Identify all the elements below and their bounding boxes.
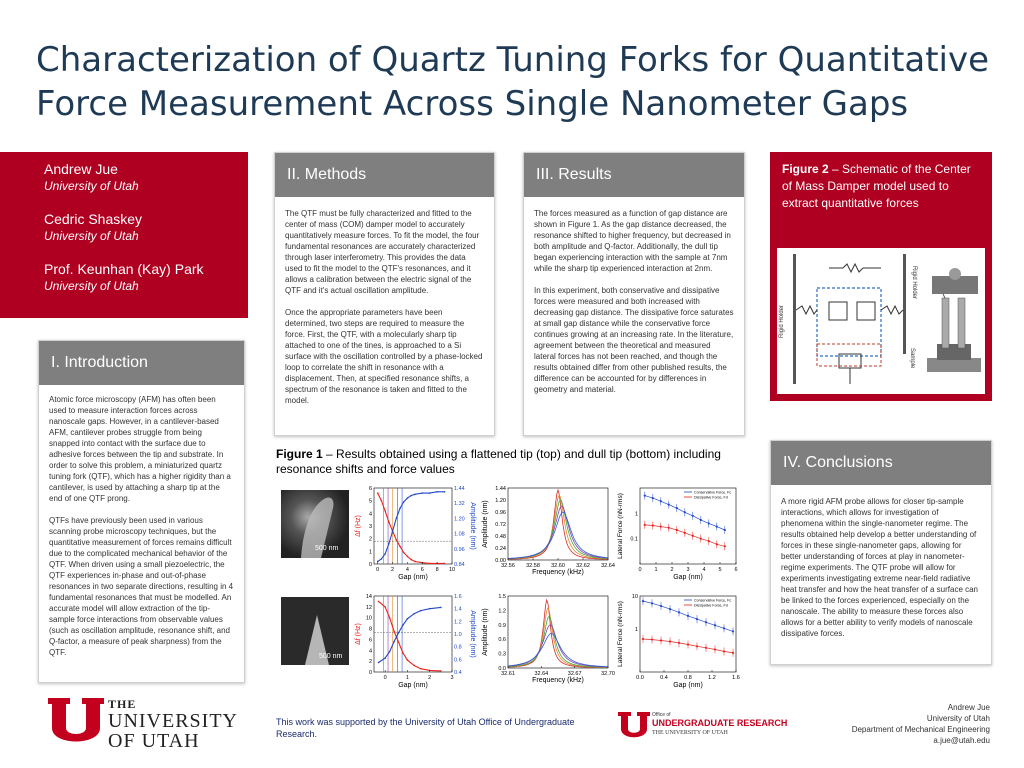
y-tick-label: 5 <box>368 498 372 505</box>
conclusions-heading: IV. Conclusions <box>771 441 991 485</box>
y-tick-label: 1 <box>634 511 638 518</box>
x-tick-label: 1.6 <box>732 675 740 681</box>
data-point <box>407 618 409 620</box>
contact-department: Department of Mechanical Engineering <box>851 725 990 734</box>
plot-frame <box>508 596 608 668</box>
chart-bottom-shift <box>352 590 476 690</box>
data-point <box>413 665 415 667</box>
our-logo <box>618 712 788 746</box>
data-point <box>384 606 386 608</box>
y-tick-label: 1.2 <box>454 619 462 626</box>
contact-university: University of Utah <box>926 714 990 723</box>
y-tick-label: 0.3 <box>498 651 506 658</box>
scale-bar-label: 500 nm <box>315 545 339 552</box>
x-tick-label: 0 <box>376 567 380 573</box>
our-u-logo-icon <box>618 712 650 742</box>
data-point <box>389 651 391 653</box>
x-tick-label: 2 <box>428 675 432 681</box>
data-point <box>669 640 671 642</box>
data-point <box>381 500 383 502</box>
conclusions-body: A more rigid AFM probe allows for closer tip-sample interactions, which allows for investigation of phenomena within the single-nanometer regime. The results obtained help develop a better understanding of forces in these single-nanometer gaps, allowing for better understanding of forces at play in nanometer-regime experiments. The QTF probe will allow for experiments investigating extreme near-field radiative heat transfer and how the heat transfer of a surface can be linked to the forces experienced, especially on the nanoscale. The ability to measure these forces also allows for a better ability to verify models of nanoscale dissipative forces. <box>781 497 979 638</box>
x-tick-label: 0 <box>383 675 387 681</box>
y-tick-label: 1.08 <box>454 531 465 538</box>
y-tick-label: 0.0 <box>498 666 506 672</box>
data-point <box>384 657 386 659</box>
data-point <box>651 638 653 640</box>
y-axis-label: Lateral Force (nN-rms) <box>617 493 624 559</box>
data-point <box>440 670 442 672</box>
y-tick-label: 1.20 <box>454 516 465 523</box>
x-tick-label: 1 <box>405 675 409 681</box>
x-tick-label: 32.58 <box>526 563 540 569</box>
data-point <box>392 530 394 532</box>
data-point <box>696 645 698 647</box>
results-card <box>523 152 745 436</box>
y-tick-label: 6 <box>368 486 372 492</box>
y-tick-label: 1.6 <box>454 594 462 600</box>
data-point <box>388 521 390 523</box>
y-tick-label: 10 <box>631 594 638 600</box>
y-tick-label: 0.6 <box>454 657 462 664</box>
data-point <box>660 639 662 641</box>
contact-info <box>852 702 990 746</box>
chart-top-force <box>614 482 744 582</box>
data-point <box>413 613 415 615</box>
data-point <box>402 624 404 626</box>
x-tick-label: 32.70 <box>601 671 615 677</box>
x-tick-label: 6 <box>420 567 424 573</box>
author-name: Cedric Shaskey <box>44 211 143 227</box>
data-point <box>414 561 416 563</box>
data-point <box>378 662 380 664</box>
data-point <box>732 652 734 654</box>
data-point <box>684 511 686 513</box>
x-tick-label: 4 <box>702 567 706 573</box>
logo-mid: UNIVERSITY <box>108 710 238 732</box>
introduction-body <box>39 385 244 658</box>
x-tick-label: 8 <box>435 567 439 573</box>
introduction-paragraph: QTFs have previously been used in various scanning probe microscopy techniques, but the quantitative measurement of forces remains difficult due to the complicated mechanical behavior of the QTF. When driven using a small piezoelectric, the QTF experiences in-phase and out-of-phase resonances in two separate directions, resulting in 4 fundamental resonances that must be modelled. An accurate model will allow extraction of the tip-sample force interactions from observable values (such as oscillation amplitude, resonance shift, and Q-factor, a measure of peak sharpness) from the QTF. <box>49 516 234 657</box>
y-tick-label: 4 <box>368 511 372 518</box>
x-axis-label: Gap (nm) <box>673 574 703 581</box>
data-point <box>676 529 678 531</box>
x-tick-label: 3 <box>450 675 454 681</box>
data-point <box>692 535 694 537</box>
x-tick-label: 1 <box>654 567 658 573</box>
sem-image-dull-tip <box>281 597 349 665</box>
data-point <box>708 540 710 542</box>
x-axis-label: Gap (nm) <box>398 682 428 689</box>
chart-bottom-force <box>614 590 744 690</box>
data-point <box>687 615 689 617</box>
authors-box <box>0 152 248 318</box>
data-point <box>399 507 401 509</box>
data-point <box>687 643 689 645</box>
y2-axis-label: Amplitude (nm) <box>469 610 476 658</box>
y-axis-label: Amplitude (nm) <box>482 500 489 548</box>
figure1-label: Figure 1 <box>276 447 323 461</box>
poster-title: Characterization of Quartz Tuning Forks for Quantitative Force Measurement Across Single Nanometer Gaps <box>36 40 990 124</box>
data-point <box>644 524 646 526</box>
y-tick-label: 0.8 <box>454 644 462 651</box>
x-tick-label: 10 <box>448 567 456 573</box>
legend-label: Conservative Force, Fc <box>694 598 732 603</box>
data-point <box>388 543 390 545</box>
data-point <box>660 605 662 607</box>
data-point <box>420 668 422 670</box>
data-point <box>399 545 401 547</box>
data-point <box>414 494 416 496</box>
y-tick-label: 0.24 <box>495 546 506 552</box>
y-tick-label: 1 <box>368 549 372 556</box>
data-point <box>700 519 702 521</box>
figure2-schematic <box>777 248 985 394</box>
data-point <box>395 539 397 541</box>
y-tick-label: 0.4 <box>454 670 462 676</box>
data-point <box>652 497 654 499</box>
data-point <box>407 659 409 661</box>
figure1-caption-text: – Results obtained using a flattened tip (top) and dull tip (bottom) including resonance shifts and force values <box>276 447 721 476</box>
y-tick-label: 4 <box>368 648 372 655</box>
data-point <box>705 647 707 649</box>
data-point <box>716 543 718 545</box>
y-tick-label: 1.5 <box>498 594 506 600</box>
spectrum-curve <box>508 600 608 668</box>
y-tick-label: 0.1 <box>630 536 638 543</box>
author-name: Andrew Jue <box>44 161 118 177</box>
y-tick-label: 2 <box>368 536 372 543</box>
results-paragraph: The forces measured as a function of gap distance are shown in Figure 1. As the gap distance decreased, the resonance shifted to higher frequency, but decreased in both amplitude and Q-factor. Additionally, the dull tip began experiencing interaction with the sample at 7nm while the sharp tip experienced interaction at 2nm. <box>534 209 731 273</box>
data-point <box>398 632 400 634</box>
methods-body <box>275 197 494 406</box>
series-line <box>378 492 445 562</box>
x-tick-label: 0 <box>638 567 642 573</box>
chart-top-shift <box>352 482 476 582</box>
data-point <box>642 600 644 602</box>
methods-paragraph: Once the appropriate parameters have been determined, two steps are required to measure the force. First, the QTF, with a molecularly sharp tip attached to one of the tines, is approached to a Si surface with the oscillation controlled by a phase-locked loop to correlate the shift in resonance with a displacement. Then, at specified resonance shifts, a spectrum of the resonance is taken and fitted to the model. <box>285 308 483 405</box>
x-tick-label: 32.64 <box>534 671 549 677</box>
data-point <box>660 500 662 502</box>
methods-paragraph: The QTF must be fully characterized and fitted to the center of mass (COM) damper model to accurately quantitatively measure forces. To fit the model, the four fundamental resonances are accurately characterized through laser interferometry. This provides the data used to fit the model to the QTF's resonances, and it allows a calibration between the electric signal of the QTF and it's actual oscillation amplitude. <box>285 209 480 295</box>
data-point <box>723 627 725 629</box>
x-tick-label: 4 <box>405 567 409 573</box>
x-tick-label: 32.60 <box>551 563 565 569</box>
data-point <box>389 617 391 619</box>
data-point <box>668 527 670 529</box>
y-tick-label: 10 <box>365 615 372 622</box>
data-point <box>429 563 431 565</box>
data-point <box>395 518 397 520</box>
figure2-label: Figure 2 <box>782 162 829 176</box>
x-tick-label: 32.62 <box>576 563 590 569</box>
logo-text <box>108 698 238 751</box>
y-tick-label: 1.0 <box>454 632 462 638</box>
data-point <box>644 495 646 497</box>
figure2-box <box>770 152 992 401</box>
data-point <box>377 492 379 494</box>
x-tick-label: 3 <box>686 567 690 573</box>
sem-image-flattened-tip <box>281 490 349 558</box>
author-name: Prof. Keunhan (Kay) Park <box>44 261 204 277</box>
x-tick-label: 6 <box>734 567 738 573</box>
data-point <box>678 611 680 613</box>
scale-bar-label: 500 nm <box>319 653 343 660</box>
x-tick-label: 0.0 <box>636 675 644 681</box>
y-tick-label: 14 <box>365 594 372 600</box>
support-acknowledgment: This work was supported by the University of Utah Office of Undergraduate Research. <box>276 717 575 739</box>
x-axis-label: Gap (nm) <box>673 682 703 689</box>
y2-axis-label: Amplitude (nm) <box>469 502 476 550</box>
x-axis-label: Frequency (kHz) <box>532 677 584 684</box>
data-point <box>384 510 386 512</box>
data-point <box>420 610 422 612</box>
data-point <box>410 559 412 561</box>
y-tick-label: 8 <box>368 626 372 633</box>
data-point <box>714 624 716 626</box>
data-point <box>723 650 725 652</box>
results-body <box>524 197 744 395</box>
data-point <box>403 501 405 503</box>
university-logo <box>48 698 248 750</box>
methods-heading: II. Methods <box>275 153 494 197</box>
block-u-logo-icon <box>48 698 104 748</box>
figure2-caption: – Schematic of the Center of Mass Damper model used to extract quantitative forces <box>782 162 971 210</box>
author-affiliation: University of Utah <box>44 279 139 293</box>
spectrum-curve <box>508 500 608 559</box>
data-point <box>696 618 698 620</box>
data-point <box>732 630 734 632</box>
methods-card <box>274 152 495 436</box>
logo-top: THE <box>108 697 137 711</box>
x-axis-label: Gap (nm) <box>398 574 428 581</box>
y-tick-label: 1.20 <box>495 498 506 504</box>
data-point <box>700 538 702 540</box>
data-point <box>378 601 380 603</box>
y-tick-label: 0.9 <box>498 622 506 629</box>
data-point <box>714 648 716 650</box>
data-point <box>676 507 678 509</box>
data-point <box>724 529 726 531</box>
y-tick-label: 1 <box>634 627 638 634</box>
author-affiliation: University of Utah <box>44 229 139 243</box>
data-point <box>429 608 431 610</box>
data-point <box>393 641 395 643</box>
data-point <box>716 525 718 527</box>
spectrum-curve <box>508 506 608 559</box>
data-point <box>393 630 395 632</box>
y-tick-label: 6 <box>368 637 372 644</box>
data-point <box>651 602 653 604</box>
legend-label: Conservative Force, Fc <box>694 490 732 495</box>
x-tick-label: 1.2 <box>708 675 716 681</box>
y-tick-label: 1.44 <box>454 486 465 492</box>
chart-bottom-spectra <box>478 590 615 690</box>
y-tick-label: 2 <box>368 659 372 666</box>
data-point <box>444 563 446 565</box>
introduction-paragraph: Atomic force microscopy (AFM) has often been used to measure interaction forces across nanoscale gaps. However, in a cantilever-based AFM, cantilever probes struggle from being snapped into contact with the surface due to adhesive forces between the tip and substrate. In order to solve this problem, a miniaturized quartz tuning fork (QTF), which has a higher rigidity than a cantilever, is used by attaching a sharp tip at the end of one QTF prong. <box>49 395 231 503</box>
data-point <box>705 621 707 623</box>
y-tick-label: 3 <box>368 524 372 530</box>
data-point <box>660 525 662 527</box>
y-tick-label: 0.84 <box>454 562 465 568</box>
x-tick-label: 2 <box>670 567 674 573</box>
x-tick-label: 32.67 <box>567 671 582 677</box>
rigid-holder-right-label: Rigid Holder <box>911 266 917 300</box>
data-point <box>692 515 694 517</box>
data-point <box>421 492 423 494</box>
rigid-holder-left-label: Rigid Holder <box>779 304 785 338</box>
y-axis-label: Amplitude (nm) <box>482 608 489 656</box>
x-tick-label: 32.61 <box>501 671 515 677</box>
logo-bot: OF UTAH <box>108 730 200 752</box>
data-point <box>407 556 409 558</box>
data-point <box>429 492 431 494</box>
our-university: THE UNIVERSITY OF UTAH <box>652 730 728 736</box>
y-tick-label: 0.96 <box>454 546 465 553</box>
y-tick-label: 12 <box>365 604 372 611</box>
series-line <box>378 493 445 563</box>
x-tick-label: 32.64 <box>601 563 615 569</box>
y-tick-label: 0 <box>368 670 372 676</box>
x-tick-label: 32.56 <box>501 563 515 569</box>
author-affiliation: University of Utah <box>44 179 139 193</box>
y-axis-label: Δf (Hz) <box>355 623 362 645</box>
introduction-heading: I. Introduction <box>39 341 244 385</box>
data-point <box>381 558 383 560</box>
y-axis-label: Δf (Hz) <box>355 515 362 537</box>
legend-label: Dissipative Force, Fd <box>694 495 728 500</box>
data-point <box>642 638 644 640</box>
x-tick-label: 0.4 <box>660 675 668 681</box>
data-point <box>398 641 400 643</box>
conclusions-card <box>770 440 992 665</box>
data-point <box>668 504 670 506</box>
x-axis-label: Frequency (kHz) <box>532 569 584 576</box>
contact-email[interactable]: a.jue@utah.edu <box>933 736 990 745</box>
y-tick-label: 1.4 <box>454 606 462 613</box>
chart-top-spectra <box>478 482 615 582</box>
data-point <box>436 491 438 493</box>
our-name: UNDERGRADUATE RESEARCH <box>652 718 788 728</box>
y-tick-label: 0.00 <box>495 558 506 564</box>
data-point <box>708 522 710 524</box>
y-axis-label: Lateral Force (nN-rms) <box>617 601 624 667</box>
y-tick-label: 0.48 <box>495 534 506 540</box>
results-paragraph: In this experiment, both conservative and dissipative forces were measured and both increased with decreasing gap distance. The dissipative force saturates at small gap distance while the conservative force continues growing at an increasing rate. In the literature, agreement between the theoretical and measured lateral forces has not been reached, and though the results obtained differ from other published results, the difference can be accounted for by differences in geometry and material. <box>534 286 734 394</box>
data-point <box>669 608 671 610</box>
data-point <box>724 545 726 547</box>
x-tick-label: 0.8 <box>684 675 692 681</box>
data-point <box>444 491 446 493</box>
legend-label: Dissipative Force, Fd <box>694 603 728 608</box>
introduction-card <box>38 340 245 683</box>
data-point <box>402 652 404 654</box>
figure1-caption <box>276 447 746 477</box>
data-point <box>652 524 654 526</box>
contact-name: Andrew Jue <box>947 703 990 712</box>
y-tick-label: 1.44 <box>495 486 506 492</box>
data-point <box>678 642 680 644</box>
our-office-label: Office of <box>652 712 671 718</box>
y-tick-label: 0.6 <box>498 637 506 644</box>
spectrum-curve <box>508 625 608 667</box>
data-point <box>407 497 409 499</box>
sample-label: Sample <box>909 348 915 369</box>
y-tick-label: 1.2 <box>498 608 506 615</box>
y-tick-label: 0.72 <box>495 522 506 528</box>
x-tick-label: 5 <box>718 567 722 573</box>
spectrum-curve <box>508 490 608 559</box>
y-tick-label: 0.96 <box>495 510 506 516</box>
spectrum-curve <box>508 512 608 559</box>
y-tick-label: 1.32 <box>454 501 465 508</box>
x-tick-label: 2 <box>391 567 395 573</box>
data-point <box>684 532 686 534</box>
results-heading: III. Results <box>524 153 744 197</box>
data-point <box>440 607 442 609</box>
data-point <box>403 552 405 554</box>
data-point <box>384 553 386 555</box>
y-tick-label: 0 <box>368 562 372 568</box>
data-point <box>410 495 412 497</box>
